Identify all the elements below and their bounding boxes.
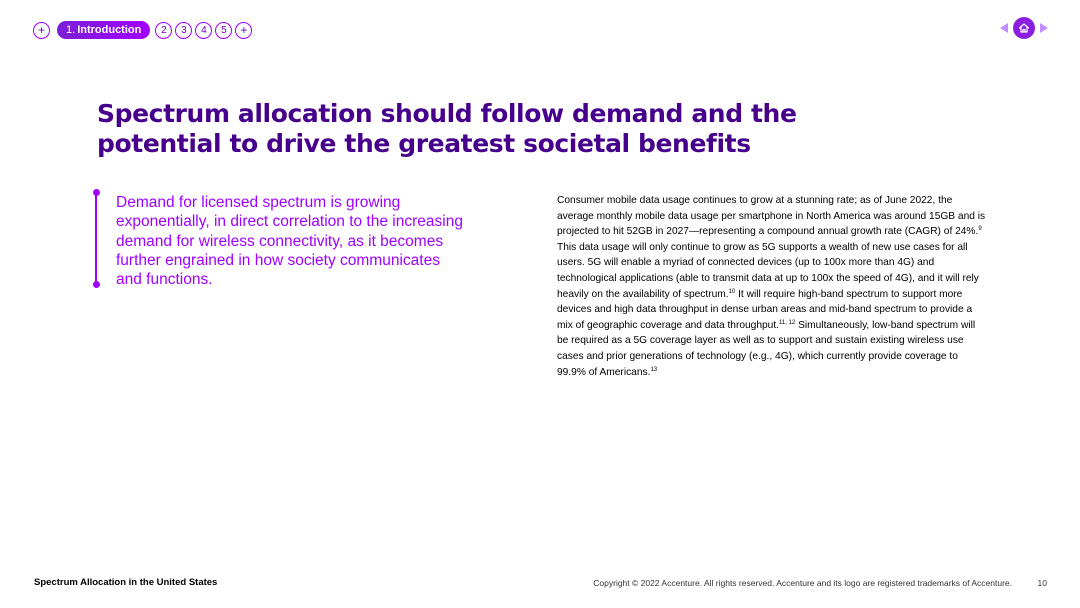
page-number: 10 <box>1037 578 1047 588</box>
footnote-ref-9[interactable]: 9 <box>978 226 982 233</box>
triangle-left-icon[interactable] <box>1000 23 1008 33</box>
nav-active-section-number: 1. <box>66 24 76 36</box>
body-segment-4: Simultaneously, low-band spectrum will be required as a 5G coverage layer as well as to support and sustain existing wireless use cases and prior generations of technology (e.g., 4G), which currently provide coverage to 99.9% of Americans. <box>557 319 976 378</box>
nav-section-5-tab[interactable]: 5 <box>215 22 232 39</box>
footnote-ref-11-12[interactable]: 11, 12 <box>779 319 796 326</box>
body-segment-1: Consumer mobile data usage continues to grow at a stunning rate; as of June 2022, the average monthly mobile data usage per smartphone in North America was around 15GB and is projected to hit 52GB in 2027—representing a compound annual growth rate (CAGR) of 24%. <box>557 195 986 238</box>
page-nav <box>1000 17 1048 39</box>
home-icon <box>1018 22 1030 34</box>
triangle-right-icon[interactable] <box>1040 23 1048 33</box>
nav-section-introduction-tab[interactable] <box>57 21 150 39</box>
body-paragraph <box>557 193 987 380</box>
nav-section-2-tab[interactable]: 2 <box>155 22 172 39</box>
footer-copyright: Copyright © 2022 Accenture. All rights reserved. Accenture and its logo are registered trademarks of Accenture. <box>593 578 1012 588</box>
pull-quote: Demand for licensed spectrum is growing exponentially, in direct correlation to the increasing demand for wireless connectivity, as it becomes further engrained in how society communicates and functions. <box>116 194 463 289</box>
nav-active-section-title: Introduction <box>77 24 142 36</box>
quote-rule <box>95 192 97 284</box>
body-segment-3: It will require high-band spectrum to support more devices and high data throughput in dense urban areas and mid-band spectrum to provide a mix of geographic coverage and data throughput. <box>557 288 973 331</box>
page-title <box>97 99 817 159</box>
page-title-line2: potential to drive the greatest societal benefits <box>97 129 751 158</box>
home-button[interactable] <box>1013 17 1035 39</box>
section-nav <box>33 20 252 40</box>
nav-section-3-tab[interactable]: 3 <box>175 22 192 39</box>
quote-rule-dot-top <box>93 189 100 196</box>
quote-rule-dot-bottom <box>93 281 100 288</box>
nav-plus-button[interactable]: + <box>33 22 50 39</box>
footnote-ref-10[interactable]: 10 <box>728 288 736 295</box>
footnote-ref-13[interactable]: 13 <box>650 366 658 373</box>
nav-section-4-tab[interactable]: 4 <box>195 22 212 39</box>
page-title-line1: Spectrum allocation should follow demand and the <box>97 99 797 128</box>
footer-doc-title: Spectrum Allocation in the United States <box>34 577 218 588</box>
nav-next-plus-button[interactable]: + <box>235 22 252 39</box>
body-segment-2: This data usage will only continue to grow as 5G supports a wealth of new use cases for all users. 5G will enable a myriad of connected devices (up to 100x more than 4G) and technological applications (able to transmit data at up to 100x the speed of 4G), and it will rely heavily on the availability of spectrum. <box>557 241 979 300</box>
